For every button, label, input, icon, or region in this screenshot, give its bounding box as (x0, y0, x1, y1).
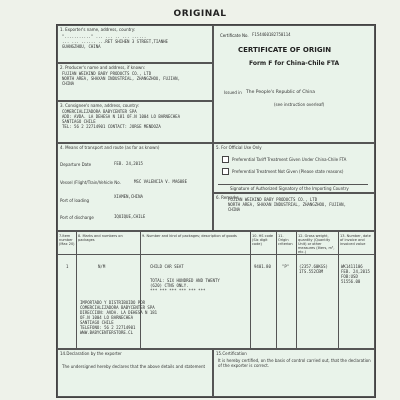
signature-label: Signature of Authorized Signatory of the Importing Country (230, 186, 349, 191)
box2-line-1: FUJIAN WEIKIND BABY PRODUCTS CO., LTD (62, 71, 152, 76)
marks-line-6: TELEFONO: 56 2 22714901 (80, 325, 136, 330)
col-divider (140, 232, 141, 349)
box-official-use (213, 143, 375, 193)
header-marks: 8. Marks and numbers on packages (78, 234, 123, 242)
certificate-form (56, 24, 376, 398)
header-invoice: 13. Number, date of invoice and invoiced value (340, 234, 371, 246)
certificate-no-label: Certificate No. (220, 33, 249, 38)
preferential-given-label: Preferential Tariff Treatment Given Under China-Chile FTA (232, 157, 347, 162)
goods-origin: "P" (282, 264, 290, 269)
box-certificate-header (213, 25, 375, 143)
box1-line-3: GUANGZHOU, CHINA (62, 44, 101, 49)
goods-weight-1: (2357.60KGS) (299, 264, 328, 269)
marks-line-5: SANTIAGO CHILE (80, 320, 114, 325)
marks-line-2: COMERCIALIZADORA BABYCENTER SPA (80, 305, 155, 310)
marks-line-7: WWW.BABYCENTERSTORE.CL (80, 330, 133, 335)
signature-line (218, 184, 368, 185)
box-certification (213, 349, 375, 397)
box-exporter (57, 25, 213, 63)
box2-line-3: CHINA (62, 81, 75, 86)
box14-label: 14.Declaration by the exporter (60, 351, 122, 356)
header-hs-code: 10. HS code (Six digit code) (252, 234, 274, 246)
box-remarks (213, 193, 375, 231)
certificate-title: CERTIFICATE OF ORIGIN (238, 46, 332, 54)
goods-item-number: 1 (66, 264, 69, 269)
goods-description: CHILD CAR SEAT (150, 264, 184, 269)
issued-in-value: The People's Republic of China (246, 90, 316, 95)
issued-in-label: Issued in (224, 90, 242, 95)
box-consignee (57, 101, 213, 143)
goods-table (57, 231, 375, 349)
col-divider (296, 232, 297, 349)
departure-value: FEB. 24,2015 (114, 161, 143, 166)
box4-label: 4. Means of transport and route (as far as known) (60, 145, 160, 150)
goods-invoice-4: 51556.00 (341, 279, 361, 284)
goods-invoice-3: FOB:USD (341, 274, 358, 279)
vessel-value: MSC VALENCIA V. MA608E (134, 179, 187, 184)
discharge-value: IQUIQUE,CHILE (114, 214, 146, 219)
vessel-label: Vessel /Flight/Train/Vehicle No. (60, 180, 121, 185)
box3-line-1: COMERCIALIZADORA BABYCENTER SPA (62, 109, 137, 114)
box1-line-2: ... ... ...... ...RET SHIHEN 3 STREET,TIANHE (62, 39, 168, 44)
col-divider (76, 232, 77, 349)
box6-label: 6. Remarks (216, 195, 239, 200)
box14-text: The undersigned hereby declares that the above details and statement (62, 364, 206, 369)
page-heading: ORIGINAL (173, 9, 227, 19)
discharge-label: Port of discharge (60, 215, 94, 220)
box3-line-4: TEL: 56 2 22714901 CONTACT: JORGE MENDOZA (62, 124, 161, 129)
box3-line-3: SANTIAGO CHILE (62, 119, 96, 124)
header-weight: 12. Gross weight, quantity (Quantity Unit) or other measures (liters, m³, etc.) (298, 234, 335, 254)
header-item-number: 7.Item number (Max 20) (59, 234, 75, 246)
loading-value: XIAMEN,CHINA (114, 194, 143, 199)
loading-label: Port of loading (60, 198, 90, 203)
goods-hs-code: 9401.80 (254, 264, 271, 269)
header-description: 9. Number and kind of packages; description of goods (142, 234, 237, 238)
box3-line-2: ADD: AVDA. LA DEHESA N 181 OF.N 1004 LO BARNECHEA (62, 114, 181, 119)
box6-line-1: FUJIAN WEIKIND BABY PRODUCTS CO., LTD (228, 197, 318, 202)
goods-marks: N/M (98, 264, 106, 269)
goods-total-line-1: TOTAL: SIX HUNDRED AND TWENTY (150, 278, 220, 283)
header-origin: 11. Origin criterion (278, 234, 293, 246)
goods-invoice-2: FEB. 24,2015 (341, 269, 370, 274)
box-transport (57, 143, 213, 231)
see-instruction: (see instruction overleaf) (274, 102, 325, 107)
certificate-no-value: F154460182750114 (252, 32, 291, 37)
col-divider (338, 232, 339, 349)
preferential-not-given-checkbox[interactable] (222, 168, 229, 175)
box15-text: It is hereby certified, on the basis of control carried out, that the declaration of the exporter is correct. (218, 358, 371, 368)
marks-line-3: DIRECCION: AVDA. LA DEHESA N 181 (80, 310, 158, 315)
box-declaration (57, 349, 213, 397)
goods-total-line-2: (620) CTNS ONLY. (150, 283, 189, 288)
box6-line-3: CHINA (228, 207, 241, 212)
marks-line-4: OF.N 1004 LO BARNECHEA (80, 315, 133, 320)
box2-label: 2. Producer's name and address, if known: (60, 65, 146, 70)
header-divider (58, 254, 375, 255)
box1-line-1: "..........." ... ... .. ... ...... (62, 34, 147, 39)
goods-invoice-1: WK1411106 (341, 264, 363, 269)
preferential-not-given-label: Preferential Treatment Not Given (Please state reasons) (232, 169, 344, 174)
col-divider (250, 232, 251, 349)
box5-label: 5. For Official Use Only (216, 145, 262, 150)
preferential-given-checkbox[interactable] (222, 156, 229, 163)
box15-label: 15.Certification (216, 351, 247, 356)
goods-weight-2: 1TS.552CBM (299, 269, 324, 274)
box-producer (57, 63, 213, 101)
marks-line-1: IMPORTADO Y DISTRIBUIDO POR (80, 300, 146, 305)
box2-line-2: NORTH AREA, SHAXAN INDUSTRIAL, ZHANGZHOU, FUJIAN, (62, 76, 181, 81)
col-divider (276, 232, 277, 349)
goods-stars: *** *** *** *** *** *** (150, 288, 206, 293)
box3-label: 3. Consignee's name, address, country: (60, 103, 140, 108)
box6-line-2: NORTH AREA, SHAXAN INDUSTRIAL, ZHANGZHOU, FUJIAN, (228, 202, 347, 207)
certificate-subtitle: Form F for China-Chile FTA (249, 60, 340, 67)
box1-label: 1. Exporter's name, address, country: (60, 27, 136, 32)
departure-label: Departure Date (60, 162, 92, 167)
